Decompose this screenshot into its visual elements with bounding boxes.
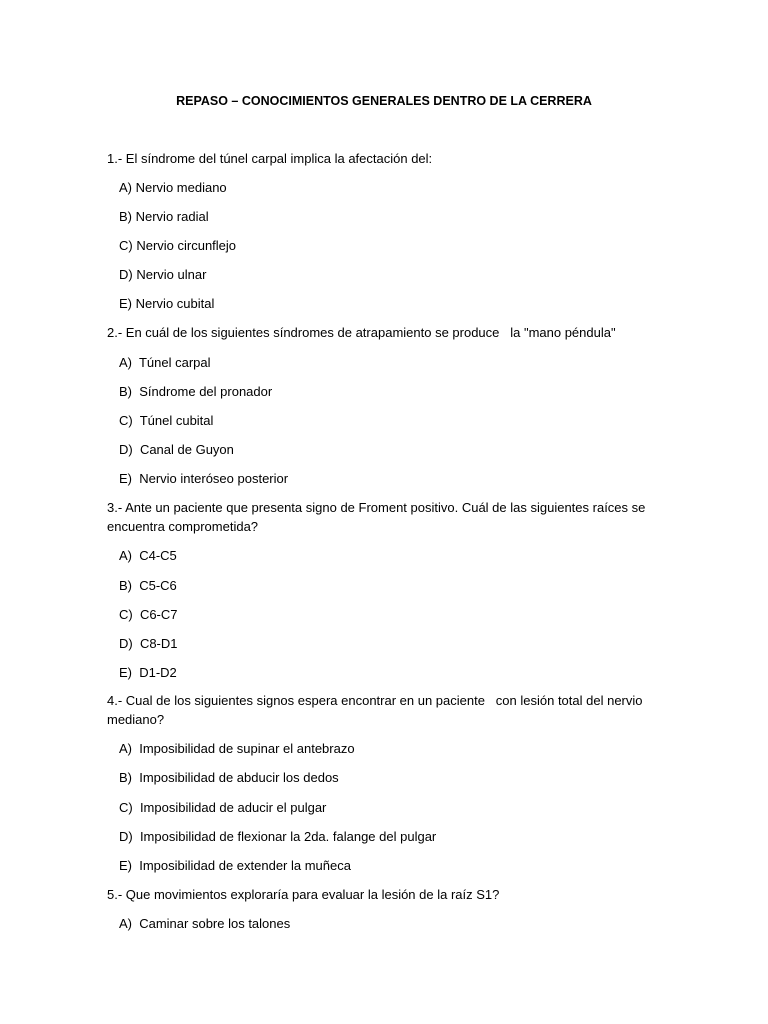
question-4-line-2: mediano? [107, 712, 165, 727]
question-2-option-c: C) Túnel cubital [119, 413, 214, 428]
document-title: REPASO – CONOCIMIENTOS GENERALES DENTRO DE LA CERRERA [176, 94, 592, 108]
question-3-line-2: encuentra comprometida? [107, 519, 259, 534]
question-1-option-e: E) Nervio cubital [119, 296, 215, 311]
question-2-option-b: B) Síndrome del pronador [119, 384, 273, 399]
question-1-option-a: A) Nervio mediano [119, 180, 227, 195]
question-4-option-c: C) Imposibilidad de aducir el pulgar [119, 800, 327, 815]
question-4-line-1: 4.- Cual de los siguientes signos espera encontrar en un paciente con lesión total del nervio [107, 693, 643, 708]
question-3-option-d: D) C8-D1 [119, 636, 178, 651]
question-3-option-e: E) D1-D2 [119, 665, 177, 680]
question-5: 5.- Que movimientos exploraría para evaluar la lesión de la raíz S1? [107, 887, 500, 902]
question-3-option-a: A) C4-C5 [119, 548, 177, 563]
question-3-line-1: 3.- Ante un paciente que presenta signo de Froment positivo. Cuál de las siguientes raíces se [107, 500, 646, 515]
question-4-option-a: A) Imposibilidad de supinar el antebrazo [119, 741, 355, 756]
question-4-option-e: E) Imposibilidad de extender la muñeca [119, 858, 351, 873]
question-1: 1.- El síndrome del túnel carpal implica la afectación del: [107, 151, 433, 166]
question-2: 2.- En cuál de los siguientes síndromes de atrapamiento se produce la "mano péndula" [107, 325, 616, 340]
question-2-option-a: A) Túnel carpal [119, 355, 211, 370]
question-4-option-b: B) Imposibilidad de abducir los dedos [119, 770, 339, 785]
question-1-option-c: C) Nervio circunflejo [119, 238, 237, 253]
question-1-option-b: B) Nervio radial [119, 209, 209, 224]
question-1-option-d: D) Nervio ulnar [119, 267, 207, 282]
question-2-option-d: D) Canal de Guyon [119, 442, 234, 457]
question-5-option-a: A) Caminar sobre los talones [119, 916, 291, 931]
question-2-option-e: E) Nervio interóseo posterior [119, 471, 289, 486]
question-4-option-d: D) Imposibilidad de flexionar la 2da. falange del pulgar [119, 829, 437, 844]
question-3-option-c: C) C6-C7 [119, 607, 178, 622]
question-3-option-b: B) C5-C6 [119, 578, 177, 593]
